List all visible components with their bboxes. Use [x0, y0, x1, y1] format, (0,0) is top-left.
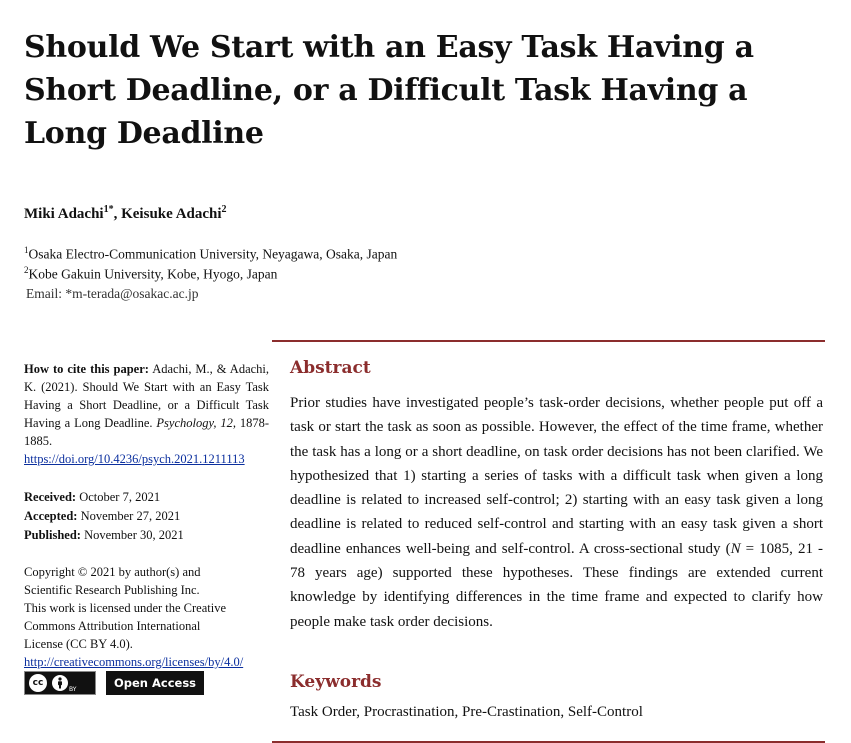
doi-link[interactable]: https://doi.org/10.4236/psych.2021.1211113 [24, 452, 245, 466]
corresponding-email: Email: *m-terada@osakac.ac.jp [26, 286, 199, 301]
copyright-line: Copyright © 2021 by author(s) and [24, 565, 201, 579]
published-label: Published: [24, 528, 81, 542]
abstract-text [290, 391, 823, 634]
dates-block [24, 488, 269, 545]
author-affiliation-mark: 1* [103, 204, 114, 215]
affiliation-1 [24, 245, 397, 263]
citation-pages: 1878-1885. [24, 416, 269, 448]
abstract-body: Prior studies have investigated people’s task-order decisions, whether people put off a task or start the task as soon as possible. However, the effect of the time frame, whether the task has a long or a short deadline, on task order decisions has not been clarified. We hypothesized that 1) starting a series of tasks with a difficult task when given a long deadline is related to increased self-control; 2) starting with an easy task given a long deadline is related to reduced self-control and starting with an easy task given a short deadline enhances well-being and self-control. A cross-sectional study ( [290, 395, 823, 557]
author-affiliation-mark: 2 [221, 204, 227, 215]
by-label: BY [69, 686, 77, 693]
keywords-heading: Keywords [290, 672, 382, 692]
section-divider-top [272, 340, 825, 342]
keywords-list: Task Order, Procrastination, Pre-Crastination, Self-Control [290, 704, 643, 720]
accepted-label: Accepted: [24, 509, 78, 523]
open-access-badge: Open Access [106, 671, 204, 695]
abstract-body-continued: = 1085, 21 - 78 years age) supported these hypotheses. These findings are extended current knowledge by identifying differences in the time frame and expected to clarify how people make task order decisions. [290, 540, 823, 630]
sample-size-symbol: N [730, 540, 741, 557]
citation-text: Adachi, M., & Adachi, K. (2021). Should We Start with an Easy Task Having a Short Deadline, or a Difficult Task Having a Long Deadline. [24, 362, 270, 430]
published-date: November 30, 2021 [84, 528, 184, 542]
license-link[interactable]: http://creativecommons.org/licenses/by/4.0/ [24, 655, 244, 669]
cc-by-badge[interactable] [24, 671, 96, 695]
affiliation-text: Kobe Gakuin University, Kobe, Hyogo, Japan [28, 266, 278, 282]
author-list: Miki Adachi$^{1*}$, Keisuke Adachi$^2$ [24, 204, 227, 222]
affiliation-mark: 2 [24, 265, 29, 275]
citation-journal: Psychology, 12, [156, 416, 236, 430]
author-name: Keisuke Adachi [121, 206, 222, 222]
citation-block [24, 360, 269, 468]
accepted-date: November 27, 2021 [80, 509, 181, 523]
paper-title: Should We Start with an Easy Task Having a Short Deadline, or a Difficult Task Having a Long Deadline [24, 30, 754, 151]
received-date: October 7, 2021 [79, 490, 161, 504]
affiliation-2 [24, 265, 277, 283]
license-line: License (CC BY 4.0). [24, 637, 133, 651]
author-name: Miki Adachi [24, 206, 104, 222]
received-label: Received: [24, 490, 77, 504]
license-badges [24, 671, 204, 695]
license-line: This work is licensed under the Creative [24, 601, 227, 615]
creative-commons-icon: cc [29, 674, 47, 692]
abstract-heading: Abstract [290, 358, 371, 378]
copyright-block [24, 563, 269, 671]
copyright-line: Scientific Research Publishing Inc. [24, 583, 200, 597]
affiliation-mark: 1 [24, 245, 29, 255]
license-line: Commons Attribution International [24, 619, 201, 633]
attribution-icon [52, 675, 68, 691]
citation-label: How to cite this paper: [24, 362, 149, 376]
affiliation-text: Osaka Electro-Communication University, Neyagawa, Osaka, Japan [28, 246, 398, 262]
